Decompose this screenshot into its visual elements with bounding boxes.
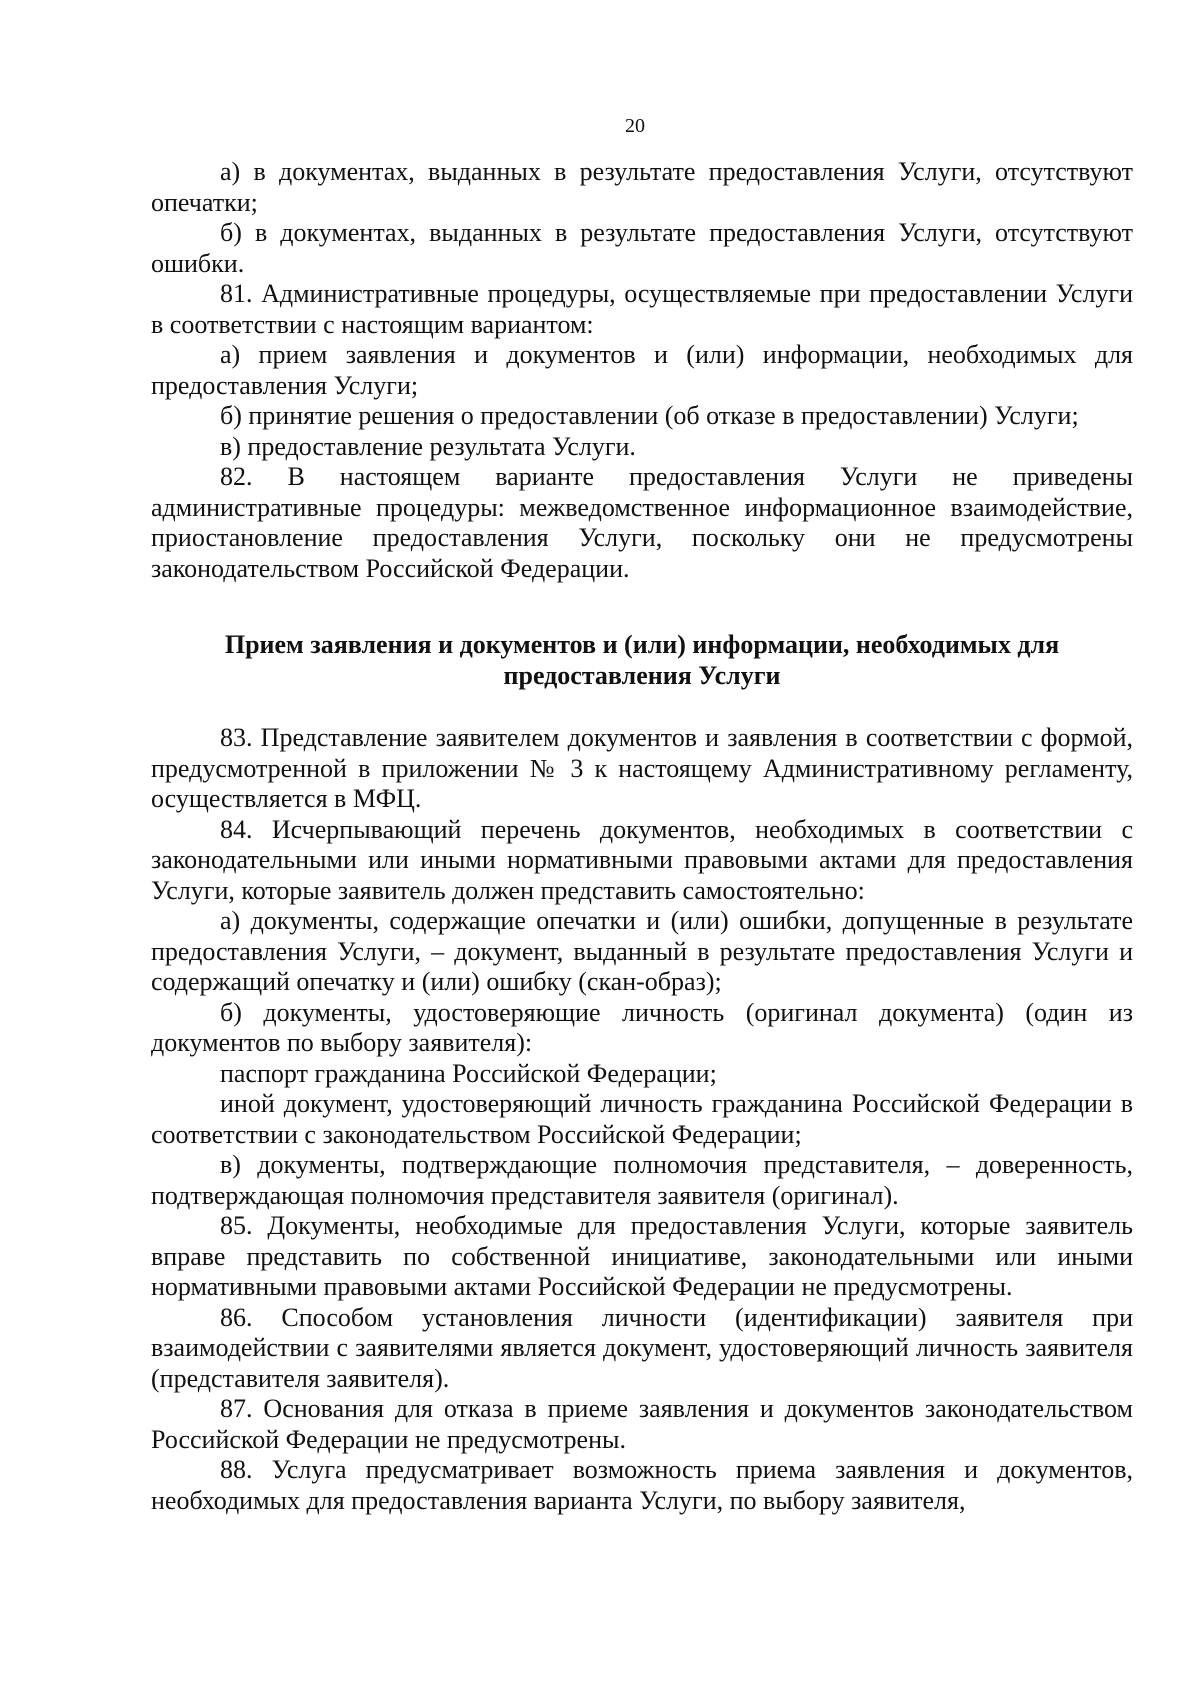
paragraph-87: 87. Основания для отказа в приеме заявления и документов законодательством Российской Федерации не предусмотрены.: [151, 1394, 1133, 1454]
paragraph-81-item-a: а) прием заявления и документов и (или) информации, необходимых для предоставления Услуги;: [151, 340, 1133, 400]
paragraph-81-item-b: б) принятие решения о предоставлении (об отказе в предоставлении) Услуги;: [220, 401, 1079, 430]
paragraph-81-item-c: в) предоставление результата Услуги.: [220, 431, 636, 461]
paragraph-item-a-typos: а) в документах, выданных в результате предоставления Услуги, отсутствуют опечатки;: [151, 157, 1133, 217]
paragraph-84-other-id: иной документ, удостоверяющий личность гражданина Российской Федерации в соответствии с законодательством Российской Федерации;: [151, 1089, 1133, 1149]
paragraph-84-item-b: б) документы, удостоверяющие личность (оригинал документа) (один из документов по выбору заявителя):: [151, 997, 1133, 1057]
paragraph-item-b-errors: б) в документах, выданных в результате предоставления Услуги, отсутствуют ошибки.: [151, 218, 1133, 278]
paragraph-84-item-c: в) документы, подтверждающие полномочия представителя, – доверенность, подтверждающая полномочия представителя заявителя (оригинал).: [151, 1150, 1133, 1210]
paragraph-82: 82. В настоящем варианте предоставления Услуги не приведены административные процедуры: межведомственное информационное взаимодействие, приостановление предоставления Услуги, поскольку они не предусмотрены законодательством Российской Федерации.: [151, 462, 1133, 583]
page-number: 20: [625, 115, 645, 137]
paragraph-84: 84. Исчерпывающий перечень документов, необходимых в соответствии с законодательными или иными нормативными правовыми актами для предоставления Услуги, которые заявитель должен представить самостоятельно:: [151, 814, 1133, 905]
paragraph-88: 88. Услуга предусматривает возможность приема заявления и документов, необходимых для предоставления варианта Услуги, по выбору заявителя,: [151, 1455, 1133, 1515]
section-heading: Прием заявления и документов и (или) информации, необходимых для предоставления Услуги: [224, 630, 1060, 690]
paragraph-83: 83. Представление заявителем документов и заявления в соответствии с формой, предусмотренной в приложении № 3 к настоящему Административному регламенту, осуществляется в МФЦ.: [151, 723, 1133, 813]
document-body: [151, 157, 1133, 1516]
paragraph-84-passport: паспорт гражданина Российской Федерации;: [220, 1058, 717, 1088]
paragraph-85: 85. Документы, необходимые для предоставления Услуги, которые заявитель вправе представить по собственной инициативе, законодательными или иными нормативными правовыми актами Российской Федерации не предусмотрены.: [151, 1211, 1133, 1301]
paragraph-81: 81. Административные процедуры, осуществляемые при предоставлении Услуги в соответствии с настоящим вариантом:: [151, 279, 1133, 339]
paragraph-84-item-a: а) документы, содержащие опечатки и (или) ошибки, допущенные в результате предоставления Услуги, – документ, выданный в результате предоставления Услуги и содержащий опечатку и (или) ошибку (скан-образ);: [151, 906, 1133, 996]
paragraph-86: 86. Способом установления личности (идентификации) заявителя при взаимодействии с заявителями является документ, удостоверяющий личность заявителя (представителя заявителя).: [151, 1302, 1133, 1393]
